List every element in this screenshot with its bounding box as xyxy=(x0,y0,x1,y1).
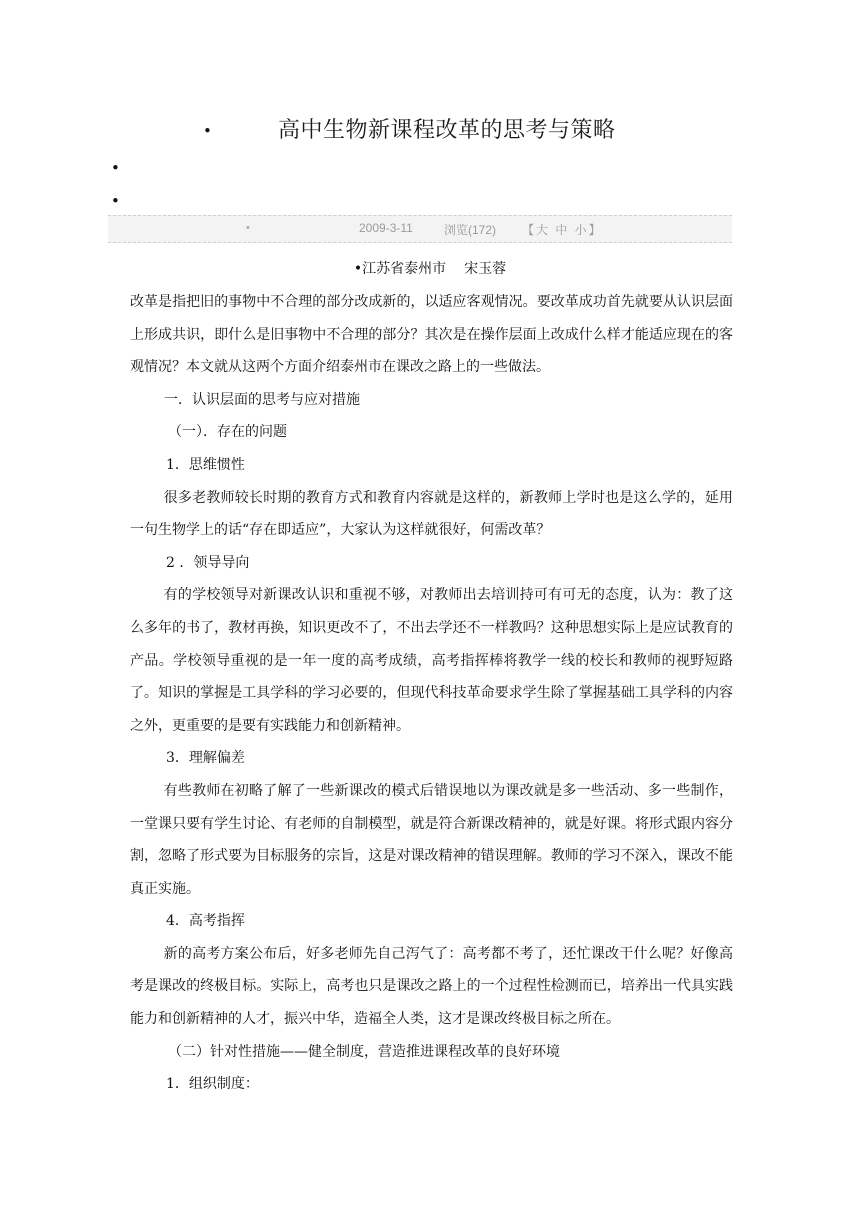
item-heading: 1．思维惯性 xyxy=(166,456,245,473)
author-name: 宋玉蓉 xyxy=(464,261,507,277)
list-bullet: • xyxy=(246,222,250,234)
author-line xyxy=(0,258,860,278)
item-heading: 2 ．领导导向 xyxy=(166,554,250,571)
title-row xyxy=(0,113,860,147)
list-bullet: • xyxy=(111,159,120,177)
section-heading: 一．认识层面的思考与应对措施 xyxy=(164,391,360,408)
item-paragraph: 很多老教师较长时期的教育方式和教育内容就是这样的，新教师上学时也是这么学的，延用一句生物学上的话“存在即适应”，大家认为这样就很好，何需改革？ xyxy=(130,489,733,539)
subsection-heading: （二）针对性措施——健全制度，营造推进课程改革的良好环境 xyxy=(168,1043,560,1060)
item-paragraph: 有些教师在初略了解了一些新课改的模式后错误地以为课改就是多一些活动、多一些制作，一堂课只要有学生讨论、有老师的自制模型，就是符合新课改精神的，就是好课。将形式跟内容分割，忽略了形式要为目标服务的宗旨，这是对课改精神的错误理解。教师的学习不深入，课改不能真正实施。 xyxy=(130,782,733,897)
article-body xyxy=(130,286,733,1101)
list-bullet: • xyxy=(353,261,363,277)
intro-paragraph: 改革是指把旧的事物中不合理的部分改成新的，以适应客观情况。要改革成功首先就要从认识层面上形成共识，即什么是旧事物中不合理的部分？其次是在操作层面上改成什么样才能适应现在的客观情况？本文就从这两个方面介绍泰州市在课改之路上的一些做法。 xyxy=(130,294,733,376)
item-heading: 3．理解偏差 xyxy=(166,750,245,767)
author-place: 江苏省泰州市 xyxy=(362,261,447,277)
subsection-heading: （一）．存在的问题 xyxy=(168,424,287,441)
article-meta-bar xyxy=(108,215,732,243)
post-date: 2009-3-11 xyxy=(359,221,413,235)
list-bullet: • xyxy=(111,192,120,210)
font-size-controls[interactable]: 【大 中 小】 xyxy=(522,223,603,237)
item-paragraph: 有的学校领导对新课改认识和重视不够，对教师出去培训持可有可无的态度，认为：教了这么多年的书了，教材再换，知识更改不了，不出去学还不一样教吗？这种思想实际上是应试教育的产品。学校领导重视的是一年一度的高考成绩，高考指挥棒将教学一线的校长和教师的视野短路了。知识的掌握是工具学科的学习必要的，但现代科技革命要求学生除了掌握基础工具学科的内容之外，更重要的是要有实践能力和创新精神。 xyxy=(130,587,733,734)
list-bullet: • xyxy=(203,122,212,140)
page-title: 高中生物新课程改革的思考与策略 xyxy=(278,118,616,143)
view-count: 浏览(172) xyxy=(444,223,497,237)
item-paragraph: 新的高考方案公布后，好多老师先自己泻气了：高考都不考了，还忙课改干什么呢？好像高考是课改的终极目标。实际上，高考也只是课改之路上的一个过程性检测而已，培养出一代具实践能力和创新精神的人才，振兴中华，造福全人类，这才是课改终极目标之所在。 xyxy=(130,945,733,1028)
item-heading: 4．高考指挥 xyxy=(166,913,245,930)
item-heading: 1．组织制度： xyxy=(166,1076,259,1093)
